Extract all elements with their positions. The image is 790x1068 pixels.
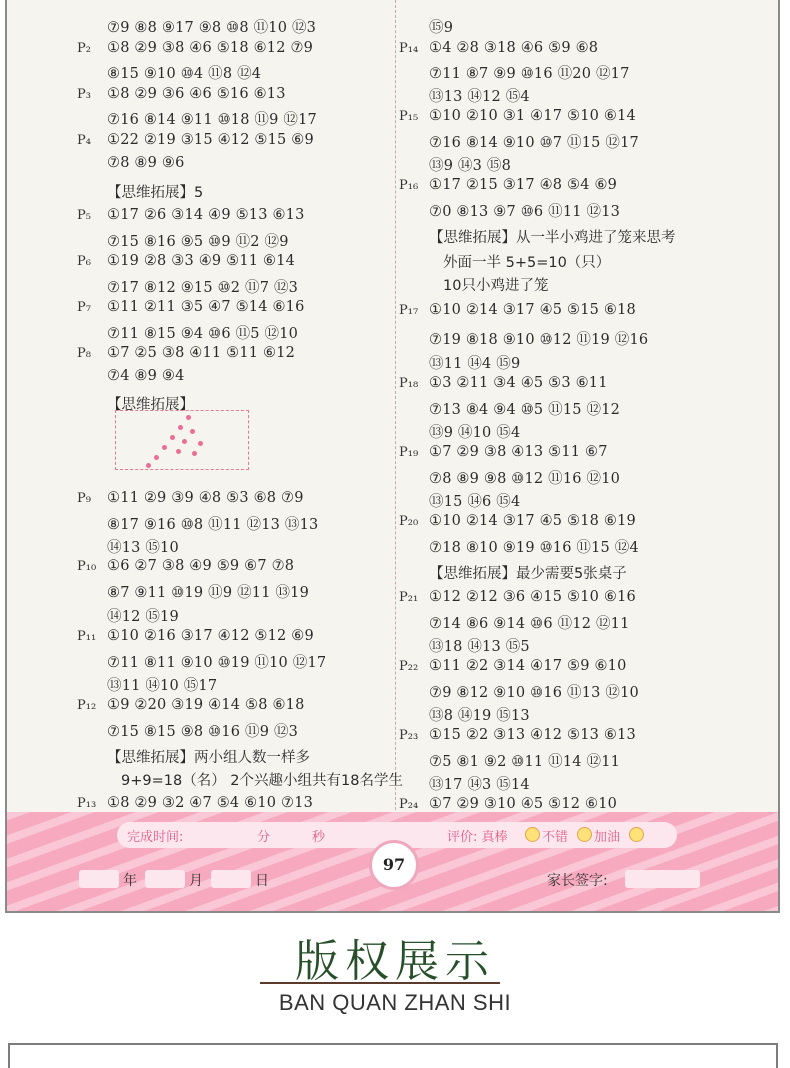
answer-line: ⑦11 ⑧7 ⑨9 ⑩16 ⑪20 ⑫17: [429, 66, 630, 82]
page-label: P₂₂: [399, 659, 419, 674]
answer-line: ⑦9 ⑧8 ⑨17 ⑨8 ⑩8 ⑪10 ⑫3: [107, 20, 317, 36]
page-label: P₁₃: [77, 796, 97, 811]
answer-line: ①6 ②7 ③8 ④9 ⑤9 ⑥7 ⑦8: [107, 558, 295, 574]
banner-subtitle: BAN QUAN ZHAN SHI: [278, 990, 512, 1015]
puzzle-dot: [176, 449, 181, 454]
answer-line: ①3 ②11 ③4 ④5 ⑤3 ⑥11: [429, 375, 608, 391]
day-field[interactable]: [211, 870, 251, 888]
smile-icon: [577, 827, 592, 842]
time-label: 完成时间:: [127, 830, 184, 845]
answer-line: ①9 ②20 ③19 ④14 ⑤8 ⑥18: [107, 697, 305, 713]
answer-line: ⑧17 ⑨16 ⑩8 ⑪11 ⑫13 ⑬13: [107, 517, 319, 533]
parent-sign-field[interactable]: [625, 870, 700, 888]
puzzle-dot: [198, 441, 203, 446]
puzzle-dot: [182, 439, 187, 444]
page-label: P₁₇: [399, 303, 419, 318]
banner-underline: [260, 982, 500, 984]
answer-sheet: [5, 0, 780, 913]
parent-sign-label: 家长签字:: [547, 873, 608, 889]
puzzle-dot: [178, 425, 183, 430]
answer-line: ⑬11 ⑭4 ⑮9: [429, 356, 521, 372]
answer-line: ⑦16 ⑧14 ⑨11 ⑩18 ⑪9 ⑫17: [107, 112, 317, 128]
page-label: P₁₁: [77, 629, 97, 644]
answer-line: ⑦19 ⑧18 ⑨10 ⑩12 ⑪19 ⑫16: [429, 332, 649, 348]
answer-line: ①8 ②9 ③8 ④6 ⑤18 ⑥12 ⑦9: [107, 40, 314, 56]
puzzle-dot: [186, 415, 191, 420]
page-label: P₁₅: [399, 109, 419, 124]
thinking-puzzle-figure: [115, 410, 249, 470]
answer-line: ①10 ②14 ③17 ④5 ⑤15 ⑥18: [429, 302, 636, 318]
puzzle-dot: [192, 451, 197, 456]
page-label: P₁₀: [77, 559, 97, 574]
day-label: 日: [255, 873, 269, 889]
page-label: P₁₆: [399, 178, 419, 193]
puzzle-dot: [154, 455, 159, 460]
page-label: P₆: [77, 254, 91, 269]
answer-line: ⑬8 ⑭19 ⑮13: [429, 708, 530, 724]
answer-line: ①7 ②9 ③10 ④5 ⑤12 ⑥10: [429, 796, 618, 812]
rating-cheer: 加油: [594, 830, 621, 845]
page-label: P₇: [77, 300, 91, 315]
thinking-extension-text: 10只小鸡进了笼: [443, 278, 549, 294]
answer-line: ①10 ②14 ③17 ④5 ⑤18 ⑥19: [429, 513, 636, 529]
answer-line: ⑭13 ⑮10: [107, 540, 179, 556]
answer-line: ⑦9 ⑧12 ⑨10 ⑩16 ⑪13 ⑫10: [429, 685, 639, 701]
answer-line: ①12 ②12 ③6 ④15 ⑤10 ⑥16: [429, 589, 636, 605]
page-label: P₂₃: [399, 728, 419, 743]
thinking-extension-text: 【思维拓展】: [107, 397, 194, 413]
answer-line: ⑬15 ⑭6 ⑮4: [429, 494, 521, 510]
page-label: P₃: [77, 87, 91, 102]
page-label: P₂₄: [399, 797, 419, 812]
answer-line: ⑬17 ⑭3 ⑮14: [429, 777, 530, 793]
answer-line: ⑦5 ⑧1 ⑨2 ⑩11 ⑪14 ⑫11: [429, 754, 621, 770]
month-field[interactable]: [145, 870, 185, 888]
answer-line: ⑮9: [429, 20, 454, 36]
answer-line: ⑦15 ⑧16 ⑨5 ⑩9 ⑪2 ⑫9: [107, 234, 289, 250]
page-label: P₁₈: [399, 376, 419, 391]
smile-icon: [629, 827, 644, 842]
answer-line: ⑦8 ⑧9 ⑨6: [107, 155, 185, 171]
answer-line: ①10 ②10 ③1 ④17 ⑤10 ⑥14: [429, 108, 636, 124]
banner-title: 版权展示: [295, 936, 495, 987]
footer-band: [7, 812, 778, 913]
answer-line: ⑦17 ⑧12 ⑨15 ⑩2 ⑪7 ⑫3: [107, 280, 299, 296]
answer-line: ①15 ②2 ③13 ④12 ⑤13 ⑥13: [429, 727, 636, 743]
thinking-extension-text: 外面一半 5+5=10（只）: [443, 255, 611, 271]
answer-line: ⑦18 ⑧10 ⑨19 ⑩16 ⑪15 ⑫4: [429, 540, 639, 556]
answer-line: ①19 ②8 ③3 ④9 ⑤11 ⑥14: [107, 253, 296, 269]
thinking-extension-text: 【思维拓展】从一半小鸡进了笼来思考: [429, 230, 676, 246]
puzzle-dot: [190, 429, 195, 434]
answer-line: ⑧15 ⑨10 ⑩4 ⑪8 ⑫4: [107, 66, 262, 82]
rating-label: 评价: 真棒: [447, 830, 508, 845]
page-label: P₂₁: [399, 590, 419, 605]
smile-icon: [525, 827, 540, 842]
answer-line: ①10 ②16 ③17 ④12 ⑤12 ⑥9: [107, 628, 314, 644]
answer-line: ⑦8 ⑧9 ⑨8 ⑩12 ⑪16 ⑫10: [429, 471, 621, 487]
answer-line: ①7 ②5 ③8 ④11 ⑤11 ⑥12: [107, 345, 296, 361]
answer-line: ⑦15 ⑧15 ⑨8 ⑩16 ⑪9 ⑫3: [107, 724, 299, 740]
answer-line: ①22 ②19 ③15 ④12 ⑤15 ⑥9: [107, 132, 314, 148]
answer-line: ⑦14 ⑧6 ⑨14 ⑩6 ⑪12 ⑫11: [429, 616, 630, 632]
thinking-extension-text: 【思维拓展】5: [107, 185, 204, 201]
answer-line: ⑬13 ⑭12 ⑮4: [429, 89, 530, 105]
bottom-frame: [8, 1043, 778, 1068]
page-label: P₉: [77, 491, 91, 506]
second-label: 秒: [312, 830, 326, 845]
year-field[interactable]: [79, 870, 119, 888]
year-label: 年: [123, 873, 137, 889]
answer-line: ①11 ②2 ③14 ④17 ⑤9 ⑥10: [429, 658, 627, 674]
page-label: P₈: [77, 346, 91, 361]
answer-line: ①8 ②9 ③2 ④7 ⑤4 ⑥10 ⑦13: [107, 795, 314, 811]
page-label: P₄: [77, 133, 91, 148]
page-number: 97: [369, 840, 419, 890]
thinking-extension-text: 【思维拓展】最少需要5张桌子: [429, 566, 627, 582]
answer-line: ⑦0 ⑧13 ⑨7 ⑩6 ⑪11 ⑫13: [429, 204, 621, 220]
rating-ok: 不错: [542, 830, 569, 845]
page-label: P₂₀: [399, 514, 419, 529]
minute-label: 分: [257, 830, 271, 845]
column-divider: [395, 0, 396, 810]
answer-line: ①8 ②9 ③6 ④6 ⑤16 ⑥13: [107, 86, 286, 102]
puzzle-dot: [162, 445, 167, 450]
page-label: P₁₄: [399, 41, 419, 56]
answer-line: ①11 ②11 ③5 ④7 ⑤14 ⑥16: [107, 299, 305, 315]
month-label: 月: [189, 873, 203, 889]
page-label: P₂: [77, 41, 91, 56]
answer-line: ⑬9 ⑭10 ⑮4: [429, 425, 521, 441]
answer-line: ①4 ②8 ③18 ④6 ⑤9 ⑥8: [429, 40, 599, 56]
thinking-extension-text: 【思维拓展】两小组人数一样多: [107, 750, 310, 766]
answer-line: ⑦13 ⑧4 ⑨4 ⑩5 ⑪15 ⑫12: [429, 402, 621, 418]
answer-line: ⑭12 ⑮19: [107, 609, 179, 625]
answer-line: ⑬9 ⑭3 ⑮8: [429, 158, 511, 174]
answer-line: ①7 ②9 ③8 ④13 ⑤11 ⑥7: [429, 444, 608, 460]
answer-line: ⑦16 ⑧14 ⑨10 ⑩7 ⑪15 ⑫17: [429, 135, 639, 151]
answer-line: ①11 ②9 ③9 ④8 ⑤3 ⑥8 ⑦9: [107, 490, 304, 506]
puzzle-dot: [170, 435, 175, 440]
page-label: P₁₂: [77, 698, 97, 713]
answer-line: ⑦11 ⑧15 ⑨4 ⑩6 ⑪5 ⑫10: [107, 326, 299, 342]
thinking-extension-text: 9+9=18（名） 2个兴趣小组共有18名学生: [121, 773, 403, 789]
answer-line: ⑦11 ⑧11 ⑨10 ⑩19 ⑪10 ⑫17: [107, 655, 327, 671]
answer-line: ⑬11 ⑭10 ⑮17: [107, 678, 218, 694]
answer-line: ⑧7 ⑨11 ⑩19 ⑪9 ⑫11 ⑬19: [107, 585, 309, 601]
page-label: P₁₉: [399, 445, 419, 460]
answer-line: ①17 ②6 ③14 ④9 ⑤13 ⑥13: [107, 207, 305, 223]
answer-line: ①17 ②15 ③17 ④8 ⑤4 ⑥9: [429, 177, 618, 193]
answer-line: ⑬18 ⑭13 ⑮5: [429, 639, 530, 655]
puzzle-dot: [146, 463, 151, 468]
answer-line: ⑦4 ⑧9 ⑨4: [107, 368, 185, 384]
page-label: P₅: [77, 208, 91, 223]
